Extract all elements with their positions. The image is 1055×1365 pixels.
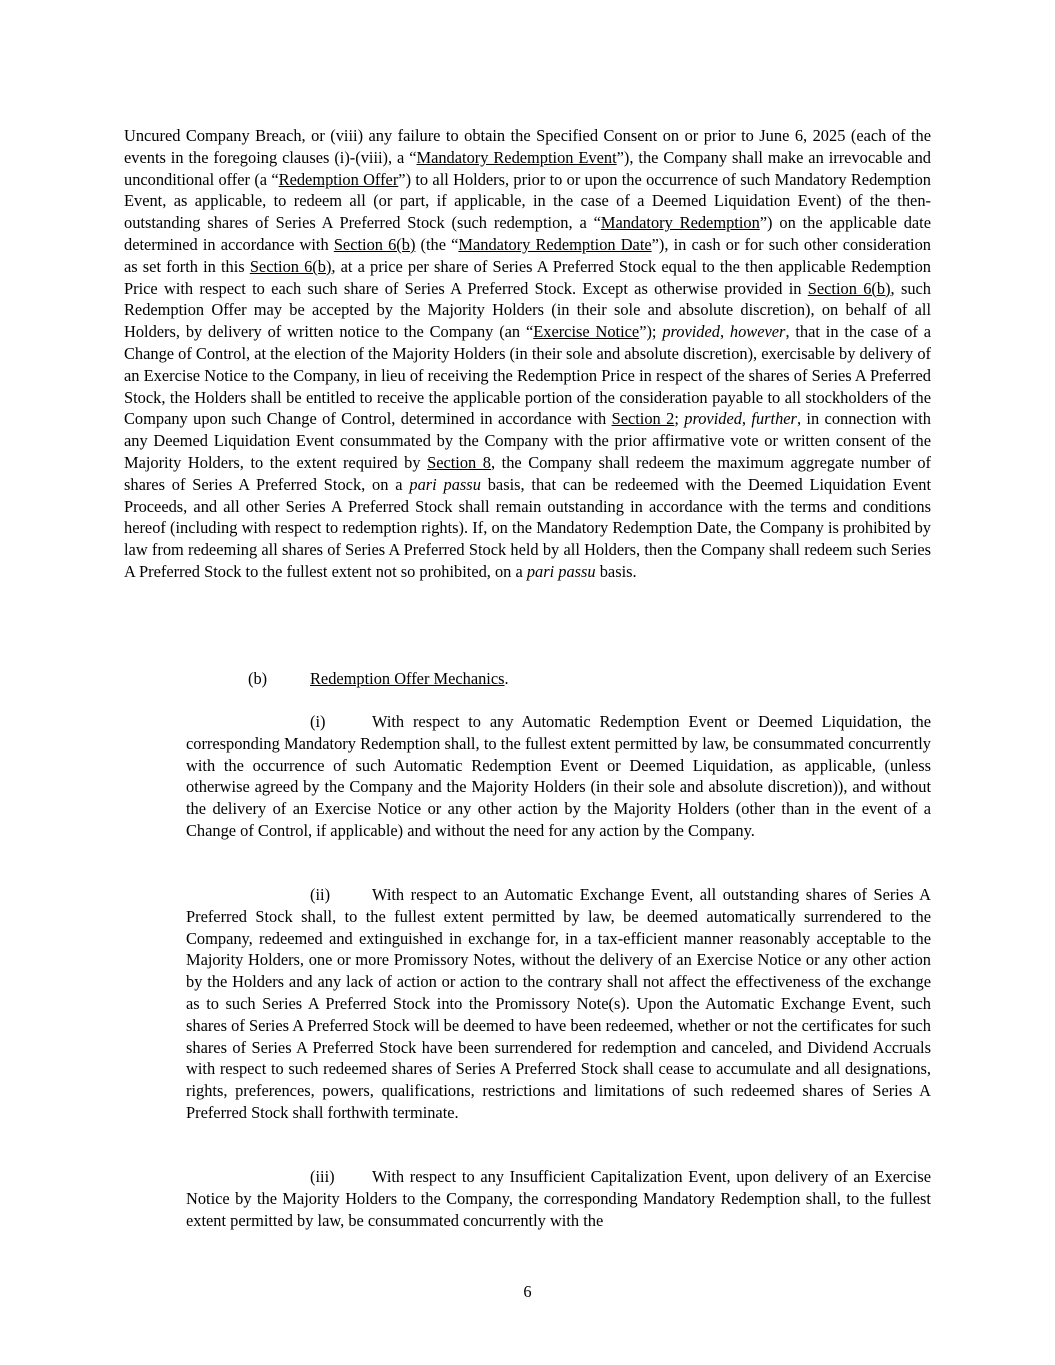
text-run: With respect to any Insufficient Capitalization Event, upon delivery of an xyxy=(372,1167,869,1186)
text-run: With respect to any Automatic Redemption Event or Deemed Liquidation, xyxy=(372,712,903,731)
text-run: ”), in cash or for such other consideration as set forth in this xyxy=(124,234,932,276)
text-run: , xyxy=(719,322,730,342)
defined-term-exercise-notice: Exercise Notice xyxy=(533,322,640,342)
defined-term-mandatory-redemption-event: Mandatory Redemption Event xyxy=(416,147,617,167)
section-reference: Section 6(b) xyxy=(333,234,416,254)
text-run: ”); xyxy=(639,322,663,342)
text-run: Exercise Notice by the Majority Holders to the Company, the corresponding Mandatory Redemption shall, to the fullest extent permitted by law, be consummated concurrently with the xyxy=(186,1167,931,1230)
section-reference: Section 6(b) xyxy=(807,278,891,298)
italic-term: further xyxy=(751,409,797,429)
text-run: ”) to all Holders, prior to or upon the occurrence of such Mandatory Redemption Event, as applicable, to redeem all (or part, if applicable, in the case of a Deemed Liquidation Event) of the then-outstanding shares of Series A Preferred Stock (such redemption, a “ xyxy=(124,169,931,233)
text-run: , such Redemption Offer may be accepted by the Majority Holders (in their sole and absolute discretion), on behalf of all Holders, by delivery of written notice to the Company (an “ xyxy=(124,278,931,342)
text-run: ”), the Company shall make an irrevocable and unconditional offer (a “ xyxy=(124,147,931,189)
text-run: , in connection with any Deemed Liquidation Event consummated by the Company with the prior affirmative vote or written consent of the Majority Holders, to the extent required by xyxy=(124,409,931,472)
italic-term: pari passu xyxy=(526,561,596,581)
text-run: , that in the case of a Change of Control, at the election of the Majority Holders (in their sole and absolute discretion), exercisable by delivery of an Exercise Notice to the Company, in lieu of receiving the Redemption Price in respect of the shares of Series A Preferred Stock, the Holders shall be entitled to receive the applicable portion of the consideration payable to all stockholders of the Company upon such Change of Control, determined in accordance with xyxy=(124,322,932,429)
text-run: ; xyxy=(674,409,685,429)
defined-term-mandatory-redemption: Mandatory Redemption xyxy=(600,213,760,233)
section-reference: Section 2 xyxy=(611,409,675,429)
page-number: 6 xyxy=(523,1282,532,1301)
heading-period: . xyxy=(504,669,509,688)
heading-title: Redemption Offer Mechanics xyxy=(310,669,505,688)
italic-term: however xyxy=(729,322,786,342)
paragraph-mandatory-redemption xyxy=(124,125,931,583)
text-run: ”) on the applicable date determined in accordance with xyxy=(124,213,932,254)
text-run: , the Company shall redeem the maximum aggregate number of shares of Series A Preferred Stock, on a xyxy=(124,452,931,494)
italic-term: provided xyxy=(684,409,742,429)
section-heading-b xyxy=(248,668,509,690)
text-run: Series A Preferred Stock shall, to the fullest extent permitted by law, be deemed automatically surrendered to the Company, redeemed and extinguished in exchange for, in a tax-efficient manner reasonably acceptable to the Majority Holders, one or more Promissory Notes, without the delivery of an Exercise Notice or any other action by the Holders and any lack of action or action to the contrary shall not affect the effectiveness of the exchange as to such Series A Preferred Stock into the Promissory Note(s). Upon the Automatic Exchange Event, such shares of Series A Preferred Stock will be deemed to have been redeemed, whether or not the certificates for such shares of Series A Preferred Stock have been surrendered for redemption and canceled, and Dividend Accruals with respect to such redeemed shares of Series A Preferred Stock shall cease to accumulate and all designations, rights, preferences, powers, qualifications, restrictions and limitations of such redeemed shares of Series A Preferred Stock shall forthwith terminate. xyxy=(186,885,931,1122)
italic-term: pari passu xyxy=(409,474,481,494)
defined-term-redemption-offer: Redemption Offer xyxy=(278,169,399,189)
subparagraph-iii xyxy=(186,1166,931,1231)
subparagraph-label: (i) xyxy=(310,712,326,731)
subparagraph-ii xyxy=(186,884,931,1124)
heading-number: (b) xyxy=(248,669,268,688)
text-run: (the “ xyxy=(415,234,459,254)
text-run: basis, that can be redeemed with the Deemed Liquidation Event Proceeds, and all other Series A Preferred Stock shall remain outstanding in accordance with the terms and conditions hereof (including with respect to redemption rights). If, on the Mandatory Redemption Date, the Company is prohibited by law from redeeming all shares of Series A Preferred Stock held by all Holders, then the Company shall redeem such Series A Preferred Stock to the fullest extent not so prohibited, on a xyxy=(124,474,932,581)
text-run: With respect to an Automatic Exchange Event, all outstanding shares of xyxy=(372,885,867,904)
subparagraph-i xyxy=(186,711,931,842)
section-reference: Section 8 xyxy=(427,452,491,472)
italic-term: provided xyxy=(662,322,720,342)
text-run: , xyxy=(741,409,752,429)
text-run: the corresponding Mandatory Redemption shall, to the fullest extent permitted by law, be consummated concurrently with the occurrence of such Automatic Redemption Event or Deemed Liquidation, as applicable, (unless otherwise agreed by the Company and the Majority Holders (in their sole and absolute discretion)), and without the delivery of an Exercise Notice or any other action by the Majority Holders (other than in the event of a Change of Control, if applicable) and without the need for any action by the Company. xyxy=(186,712,932,840)
subparagraph-label: (ii) xyxy=(310,885,331,904)
section-reference: Section 6(b) xyxy=(249,256,332,276)
text-run: Uncured Company Breach, or (viii) any failure to obtain the Specified Consent on or prior to June 6, 2025 (each of the events in the foregoing clauses (i)-(viii), a “ xyxy=(124,126,931,167)
defined-term-mandatory-redemption-date: Mandatory Redemption Date xyxy=(458,234,652,254)
text-run: basis. xyxy=(595,561,637,581)
subparagraph-label: (iii) xyxy=(310,1167,335,1186)
text-run: , at a price per share of Series A Preferred Stock equal to the then applicable Redemption Price with respect to each such share of Series A Preferred Stock. Except as otherwise provided in xyxy=(124,256,931,298)
